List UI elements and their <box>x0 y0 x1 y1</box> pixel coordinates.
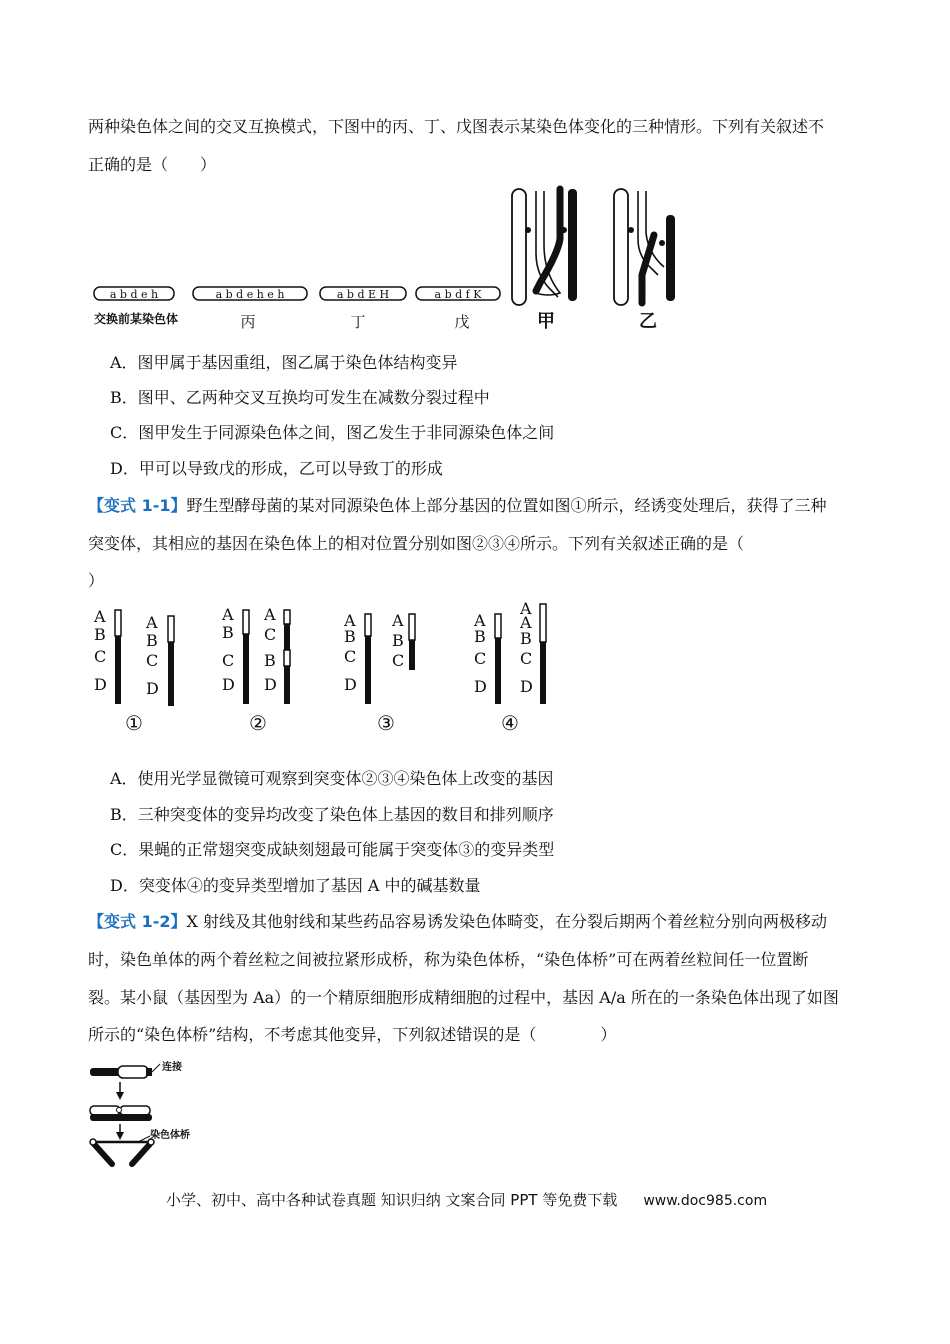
genes-bing: a b d e h e h <box>215 288 285 301</box>
g3r-c: C <box>392 651 405 670</box>
q3-figure <box>88 1060 228 1170</box>
g2l-d: D <box>222 675 235 694</box>
q1-stem-line1: 两种染色体之间的交叉互换模式，下图中的丙、丁、戊图表示某染色体变化的三种情形。下列有关叙述不 <box>88 117 825 136</box>
chromosome-wu <box>416 287 500 301</box>
q2-option-c[interactable]: C．果蝇的正常翅突变成缺刻翅最可能属于突变体③的变异类型 <box>110 840 555 859</box>
g1l-b: B <box>94 625 106 644</box>
q3-stem-line3: 裂。某小鼠（基因型为 Aa）的一个精原细胞形成精细胞的过程中，基因 A/a 所在的一条染色体出现了如图 <box>88 988 839 1007</box>
q2-stem-line1 <box>88 495 827 517</box>
label-ding: 丁 <box>350 313 366 331</box>
gene-group-1 <box>93 607 174 706</box>
gene-group-2 <box>221 605 290 704</box>
q2-option-b[interactable]: B．三种突变体的变异均改变了染色体上基因的数目和排列顺序 <box>110 805 554 824</box>
gene-group-4 <box>473 600 546 704</box>
g2r-a: A <box>264 605 276 624</box>
g2r-c: C <box>264 625 277 644</box>
genes-before: a b d e h <box>109 288 159 301</box>
g4l-a: A <box>474 611 486 630</box>
label-yi: 乙 <box>639 311 657 332</box>
q2-figure <box>88 600 568 740</box>
g4r-a1: A <box>520 600 532 618</box>
q3-tag: 【变式 1-2】 <box>88 912 187 931</box>
fig-label-1: ① <box>125 711 143 735</box>
q1-option-d[interactable]: D．甲可以导致戊的形成，乙可以导致丁的形成 <box>110 459 443 478</box>
q2-option-d[interactable]: D．突变体④的变异类型增加了基因 A 中的碱基数量 <box>110 876 481 895</box>
g1r-d: D <box>146 679 159 698</box>
g4l-c: C <box>474 649 487 668</box>
g2r-d: D <box>264 675 277 694</box>
g1r-c: C <box>146 651 159 670</box>
g4r-a2: A <box>520 613 532 632</box>
q1-stem-line2: 正确的是（ ） <box>88 155 217 174</box>
g4r-c: C <box>520 649 533 668</box>
label-jia: 甲 <box>537 311 555 332</box>
g3l-b: B <box>344 627 356 646</box>
g3l-a: A <box>344 611 356 630</box>
chromosome-before <box>94 287 174 301</box>
g4r-d: D <box>520 677 533 696</box>
fig-label-2: ② <box>249 711 267 735</box>
g1r-a: A <box>146 613 158 632</box>
g1l-a: A <box>94 607 106 626</box>
footer-url[interactable]: www.doc985.com <box>643 1193 768 1209</box>
label-bing: 丙 <box>240 313 256 331</box>
q1-figure <box>88 183 698 335</box>
q1-option-a[interactable]: A．图甲属于基因重组，图乙属于染色体结构变异 <box>110 353 458 372</box>
q3-text-line1: X 射线及其他射线和某些药品容易诱发染色体畸变，在分裂后期两个着丝粒分别向两极移动 <box>186 912 827 931</box>
q1-option-b[interactable]: B．图甲、乙两种交叉互换均可发生在减数分裂过程中 <box>110 388 490 407</box>
q1-option-c[interactable]: C．图甲发生于同源染色体之间，图乙发生于非同源染色体之间 <box>110 423 555 442</box>
q2-tag: 【变式 1-1】 <box>88 496 187 515</box>
g1l-c: C <box>94 647 107 666</box>
g3r-b: B <box>392 631 404 650</box>
q3-stem-line4: 所示的“染色体桥”结构，不考虑其他变异，下列叙述错误的是（ ） <box>88 1025 617 1044</box>
fig-label-3: ③ <box>377 711 395 735</box>
chromosome-ding <box>320 287 406 301</box>
q3-stem-line1 <box>88 911 827 933</box>
g1l-d: D <box>94 675 107 694</box>
g2l-c: C <box>222 651 235 670</box>
g4r-b: B <box>520 629 532 648</box>
label-wu: 戊 <box>454 313 470 331</box>
g4l-b: B <box>474 627 486 646</box>
figure-jia <box>512 189 577 332</box>
g4l-d: D <box>474 677 487 696</box>
g2r-b: B <box>264 651 276 670</box>
chromosome-bing <box>193 287 307 301</box>
g1r-b: B <box>146 631 158 650</box>
g2l-a: A <box>222 605 234 624</box>
footer-text: 小学、初中、高中各种试卷真题 知识归纳 文案合同 PPT 等免费下载 <box>166 1191 618 1209</box>
g2l-b: B <box>222 623 234 642</box>
genes-ding: a b d E H <box>336 288 390 301</box>
footer <box>166 1190 767 1211</box>
g3l-d: D <box>344 675 357 694</box>
label-before: 交换前某染色体 <box>94 312 179 326</box>
label-bridge: 染色体桥 <box>150 1130 190 1141</box>
q2-stem-line3: ） <box>88 571 105 590</box>
figure-yi <box>614 189 675 332</box>
label-connect: 连接 <box>162 1062 182 1073</box>
q2-text-line1: 野生型酵母菌的某对同源染色体上部分基因的位置如图①所示，经诱变处理后，获得了三种 <box>186 496 827 515</box>
q2-option-a[interactable]: A．使用光学显微镜可观察到突变体②③④染色体上改变的基因 <box>110 769 554 788</box>
fig-label-4: ④ <box>501 711 519 735</box>
g3r-a: A <box>392 611 404 630</box>
g3l-c: C <box>344 647 357 666</box>
q2-stem-line2: 突变体，其相应的基因在染色体上的相对位置分别如图②③④所示。下列有关叙述正确的是（ <box>88 534 745 553</box>
genes-wu: a b d f K <box>434 288 482 301</box>
q3-stem-line2: 时，染色单体的两个着丝粒之间被拉紧形成桥，称为染色体桥，“染色体桥”可在两着丝粒间任一位置断 <box>88 950 809 969</box>
gene-group-3 <box>343 611 415 704</box>
